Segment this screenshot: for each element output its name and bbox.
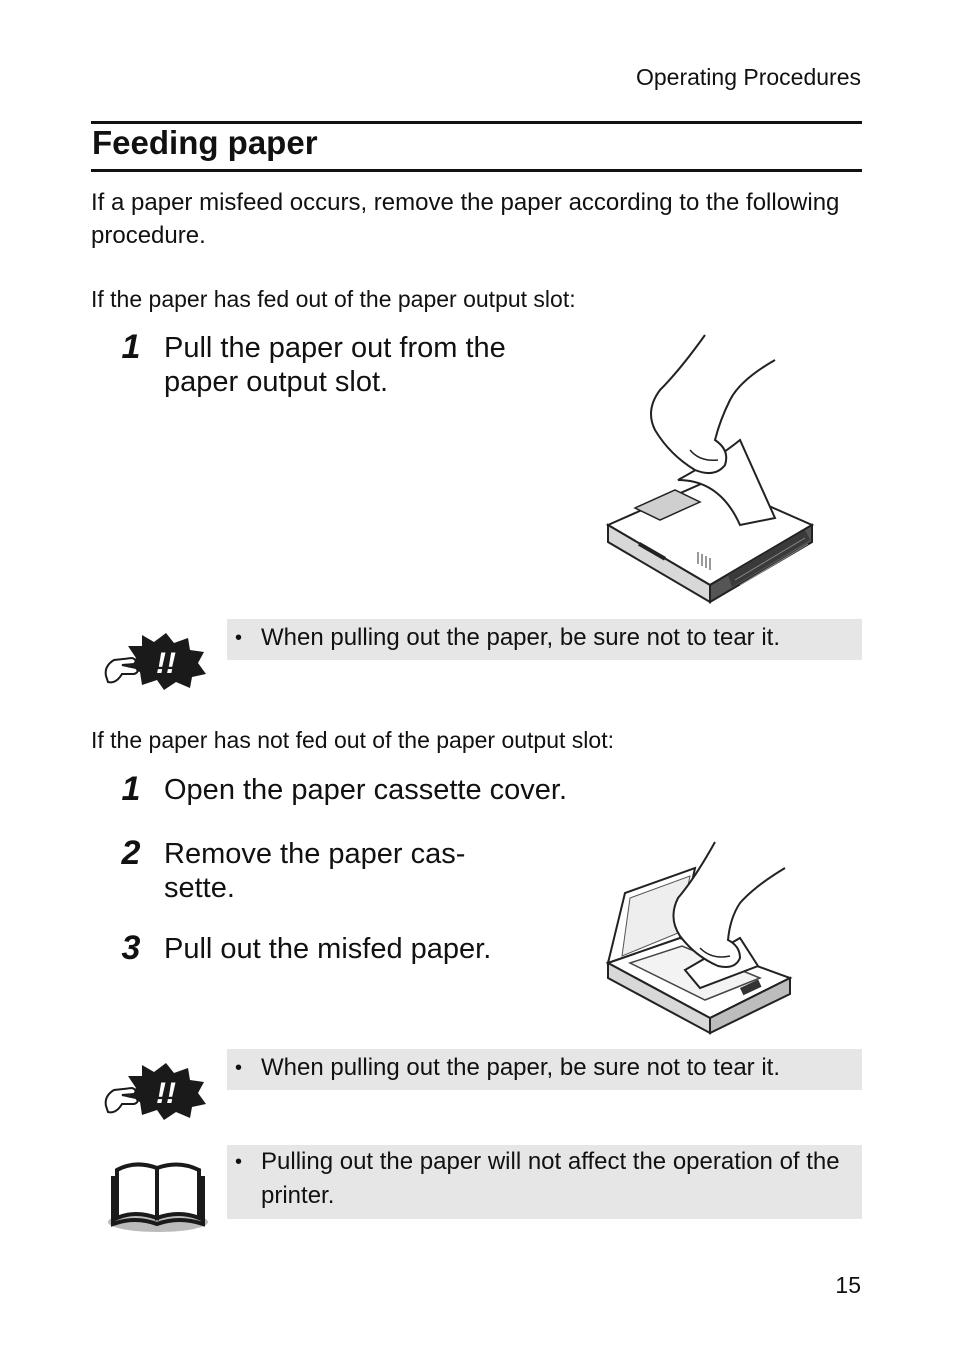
case1-condition: If the paper has fed out of the paper output slot:	[91, 286, 576, 312]
svg-text:!!: !!	[156, 1077, 176, 1110]
printer-paper-output-illustration	[600, 330, 820, 610]
running-header: Operating Procedures	[635, 64, 861, 90]
case2-condition: If the paper has not fed out of the paper output slot:	[91, 727, 614, 753]
caution-note-1	[227, 619, 862, 660]
open-book-icon	[105, 1152, 211, 1234]
case2-step3-text: Pull out the misfed paper.	[164, 933, 492, 965]
case2-step1-number: 1	[121, 770, 141, 808]
caution-note-2-text: • When pulling out the paper, be sure not to tear it.	[261, 1051, 852, 1085]
caution-hand-icon	[102, 630, 208, 690]
memo-note-text: • Pulling out the paper will not affect the operation of the printer.	[261, 1145, 852, 1213]
title-rule-bottom	[91, 169, 862, 172]
section-title: Feeding paper	[92, 124, 318, 161]
svg-text:!!: !!	[156, 647, 176, 680]
case2-step2-number: 2	[121, 834, 141, 872]
case2-step2-text: Remove the paper cas-sette.	[164, 838, 466, 904]
case2-step1-text: Open the paper cassette cover.	[164, 774, 568, 806]
caution-note-1-text: • When pulling out the paper, be sure not to tear it.	[261, 621, 852, 655]
case1-step1-text: Pull the paper out from the paper output slot.	[164, 332, 506, 398]
caution-note-2	[227, 1049, 862, 1090]
page-number: 15	[835, 1272, 861, 1298]
intro-paragraph: If a paper misfeed occurs, remove the paper according to the following procedure.	[91, 189, 840, 249]
case1-step1-number: 1	[121, 328, 141, 366]
case2-step3-number: 3	[121, 929, 141, 967]
memo-note	[227, 1145, 862, 1219]
printer-cassette-illustration	[600, 838, 800, 1043]
caution-hand-icon	[102, 1060, 208, 1120]
